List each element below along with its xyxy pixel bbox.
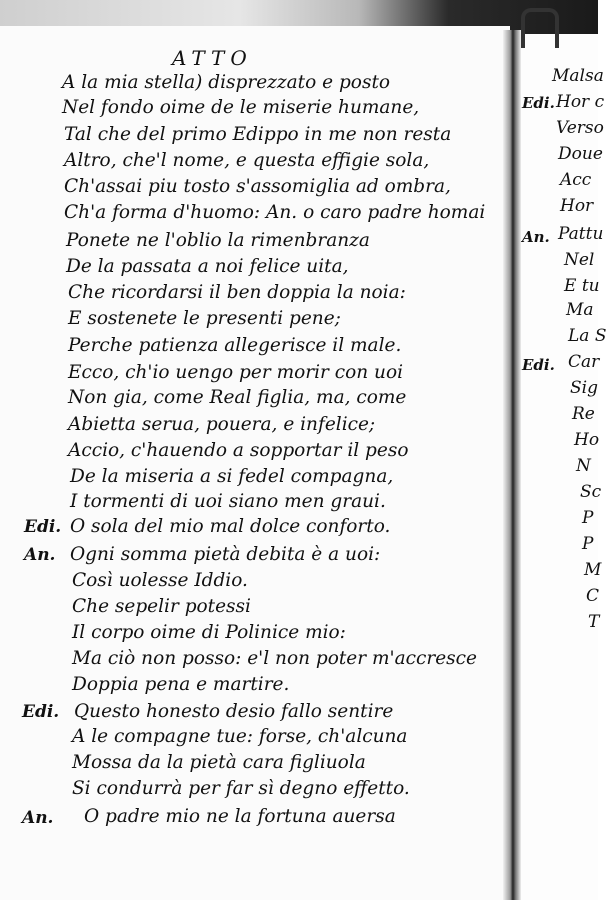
- page-clip: [521, 8, 559, 48]
- verse-line: Doppia pena e martire.: [72, 674, 290, 695]
- verse-line: Questo honesto desio fallo sentire: [74, 701, 394, 722]
- right-text-line: C: [586, 586, 600, 606]
- speaker-label: Edi.: [22, 702, 60, 722]
- verse-line: Perche patienza allegerisce il male.: [68, 335, 402, 356]
- verse-line: Si condurrà per far sì degno effetto.: [72, 778, 410, 799]
- right-text-line: P: [582, 508, 594, 528]
- verse-line: O padre mio ne la fortuna auersa: [84, 806, 396, 827]
- verse-line: Che sepelir potessi: [72, 596, 251, 617]
- verse-line: Il corpo oime di Polinice mio:: [72, 622, 346, 643]
- verse-line: E sostenete le presenti pene;: [68, 308, 341, 329]
- right-text-line: Doue: [558, 144, 603, 164]
- right-text-line: N: [576, 456, 591, 476]
- verse-line: Mossa da la pietà cara figliuola: [72, 752, 366, 773]
- speaker-label: An.: [22, 808, 54, 828]
- right-text-line: Hor c: [556, 92, 605, 112]
- right-text-line: Nel: [564, 250, 595, 270]
- right-text-line: P: [582, 534, 594, 554]
- verse-line: Tal che del primo Edippo in me non resta: [64, 124, 452, 145]
- right-text-line: La S: [568, 326, 606, 346]
- right-text-line: Verso: [556, 118, 604, 138]
- verse-line: De la miseria a si fedel compagna,: [70, 466, 394, 487]
- verse-line: Ch'a forma d'huomo: An. o caro padre homai: [64, 202, 486, 223]
- verse-line: Che ricordarsi il ben doppia la noia:: [68, 282, 406, 303]
- right-text-line: E tu: [564, 276, 600, 296]
- right-text-line: Sc: [580, 482, 602, 502]
- right-page: [518, 34, 606, 900]
- right-speaker-label: Edi.: [522, 94, 555, 112]
- right-text-line: Re: [572, 404, 595, 424]
- verse-line: Non gia, come Real figlia, ma, come: [68, 387, 407, 408]
- verse-line: Accio, c'hauendo a sopportar il peso: [68, 440, 409, 461]
- right-text-line: T: [588, 612, 600, 632]
- right-text-line: Sig: [570, 378, 598, 398]
- right-text-line: Ho: [574, 430, 600, 450]
- verse-line: Ogni somma pietà debita è a uoi:: [70, 544, 381, 565]
- right-text-line: M: [584, 560, 602, 580]
- speaker-label: An.: [24, 545, 56, 565]
- speaker-label: Edi.: [24, 517, 62, 537]
- book-gutter: [503, 30, 521, 900]
- verse-line: Ecco, ch'io uengo per morir con uoi: [68, 362, 404, 383]
- verse-line: Abietta serua, pouera, e infelice;: [68, 414, 376, 435]
- verse-line: A le compagne tue: forse, ch'alcuna: [72, 726, 408, 747]
- verse-line: Così uolesse Iddio.: [72, 570, 248, 591]
- right-text-line: Hor: [560, 196, 594, 216]
- verse-line: A la mia stella) disprezzato e posto: [62, 72, 391, 93]
- right-text-line: Malsa: [552, 66, 604, 86]
- right-text-line: Car: [568, 352, 600, 372]
- right-text-line: Pattu: [558, 224, 604, 244]
- verse-line: Ma ciò non posso: e'l non poter m'accresce: [72, 648, 477, 669]
- verse-line: Ch'assai piu tosto s'assomiglia ad ombra,: [64, 176, 451, 197]
- right-text-line: Acc: [560, 170, 592, 190]
- verse-line: De la passata a noi felice uita,: [66, 256, 349, 277]
- verse-line: O sola del mio mal dolce conforto.: [70, 516, 391, 537]
- verse-line: Altro, che'l nome, e questa effigie sola,: [64, 150, 430, 171]
- right-speaker-label: An.: [522, 228, 550, 246]
- page-header: ATTO: [172, 46, 253, 70]
- verse-line: Nel fondo oime de le miserie humane,: [62, 97, 420, 118]
- right-text-line: Ma: [566, 300, 594, 320]
- right-speaker-label: Edi.: [522, 356, 555, 374]
- verse-line: Ponete ne l'oblio la rimenbranza: [66, 230, 370, 251]
- verse-line: I tormenti di uoi siano men graui.: [70, 491, 386, 512]
